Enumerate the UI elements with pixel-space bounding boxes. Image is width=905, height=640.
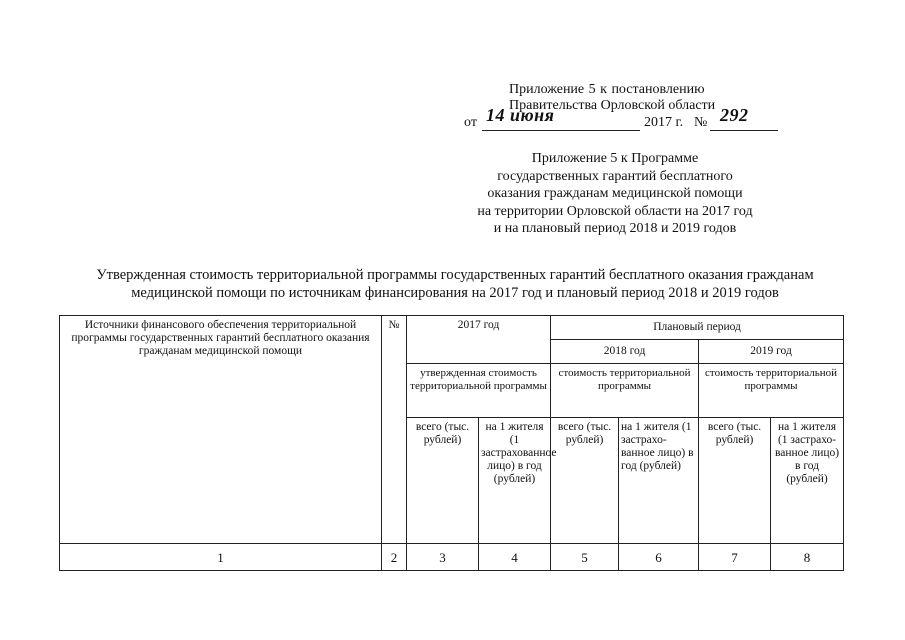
header-year-2019: 2019 год xyxy=(699,340,844,364)
header-sources: Источники финансового обеспечения территориальной программы государственных гарантий бесплатного оказания гражданам медицинской помощи xyxy=(60,316,382,544)
header-per-capita-2019: на 1 жителя (1 застрахо-ванное лицо) в год (рублей) xyxy=(771,418,844,544)
header-total-2019: всего (тыс. рублей) xyxy=(699,418,771,544)
document-title-line1: Утвержденная стоимость территориальной программы государственных гарантий бесплатного оказания гражданам xyxy=(96,267,814,283)
handwritten-number: 292 xyxy=(720,105,749,125)
from-label: от xyxy=(464,115,477,130)
year-label: 2017 г. xyxy=(644,115,684,130)
program-appendix-line1: Приложение 5 к Программе xyxy=(531,151,699,166)
number-sign: № xyxy=(694,115,708,130)
column-number-cell: 5 xyxy=(551,544,619,571)
program-appendix-line3: оказания гражданам медицинской помощи xyxy=(487,186,743,201)
header-total-2018: всего (тыс. рублей) xyxy=(551,418,619,544)
column-number-cell: 2 xyxy=(382,544,407,571)
header-total-2017: всего (тыс. рублей) xyxy=(407,418,479,544)
header-number: № xyxy=(382,316,407,544)
column-number-cell: 4 xyxy=(479,544,551,571)
date-underline xyxy=(482,130,640,131)
header-year-2018: 2018 год xyxy=(551,340,699,364)
column-number-cell: 1 xyxy=(60,544,382,571)
handwritten-date: 14 июня xyxy=(486,105,555,125)
number-underline xyxy=(710,130,778,131)
program-appendix-line2: государственных гарантий бесплатного xyxy=(497,168,733,184)
cost-table xyxy=(59,315,844,571)
appendix-line: Приложение 5 к постановлению xyxy=(509,82,705,97)
header-planned-period: Плановый период xyxy=(551,316,844,340)
column-number-cell: 6 xyxy=(619,544,699,571)
column-number-cell: 7 xyxy=(699,544,771,571)
government-line: Правительства Орловской области xyxy=(509,98,716,113)
header-approved-cost: утвержденная стоимость территориальной программы xyxy=(407,364,551,418)
header-cost-2019: стоимость территориальной программы xyxy=(699,364,844,418)
header-per-capita-2017: на 1 жителя (1 застрахованное лицо) в год (рублей) xyxy=(479,418,551,544)
header-per-capita-2018: на 1 жителя (1 застрахо-ванное лицо) в год (рублей) xyxy=(619,418,699,544)
program-appendix xyxy=(450,150,780,238)
document-title xyxy=(40,266,870,302)
header-cost-2018: стоимость территориальной программы xyxy=(551,364,699,418)
column-number-cell: 8 xyxy=(771,544,844,571)
document-title-line2: медицинской помощи по источникам финансирования на 2017 год и плановый период 2018 и 2019 годов xyxy=(131,285,779,301)
program-appendix-line4: на территории Орловской области на 2017 год xyxy=(477,203,753,219)
header-year-2017: 2017 год xyxy=(407,316,551,364)
column-number-cell: 3 xyxy=(407,544,479,571)
program-appendix-line5: и на плановый период 2018 и 2019 годов xyxy=(493,221,737,236)
